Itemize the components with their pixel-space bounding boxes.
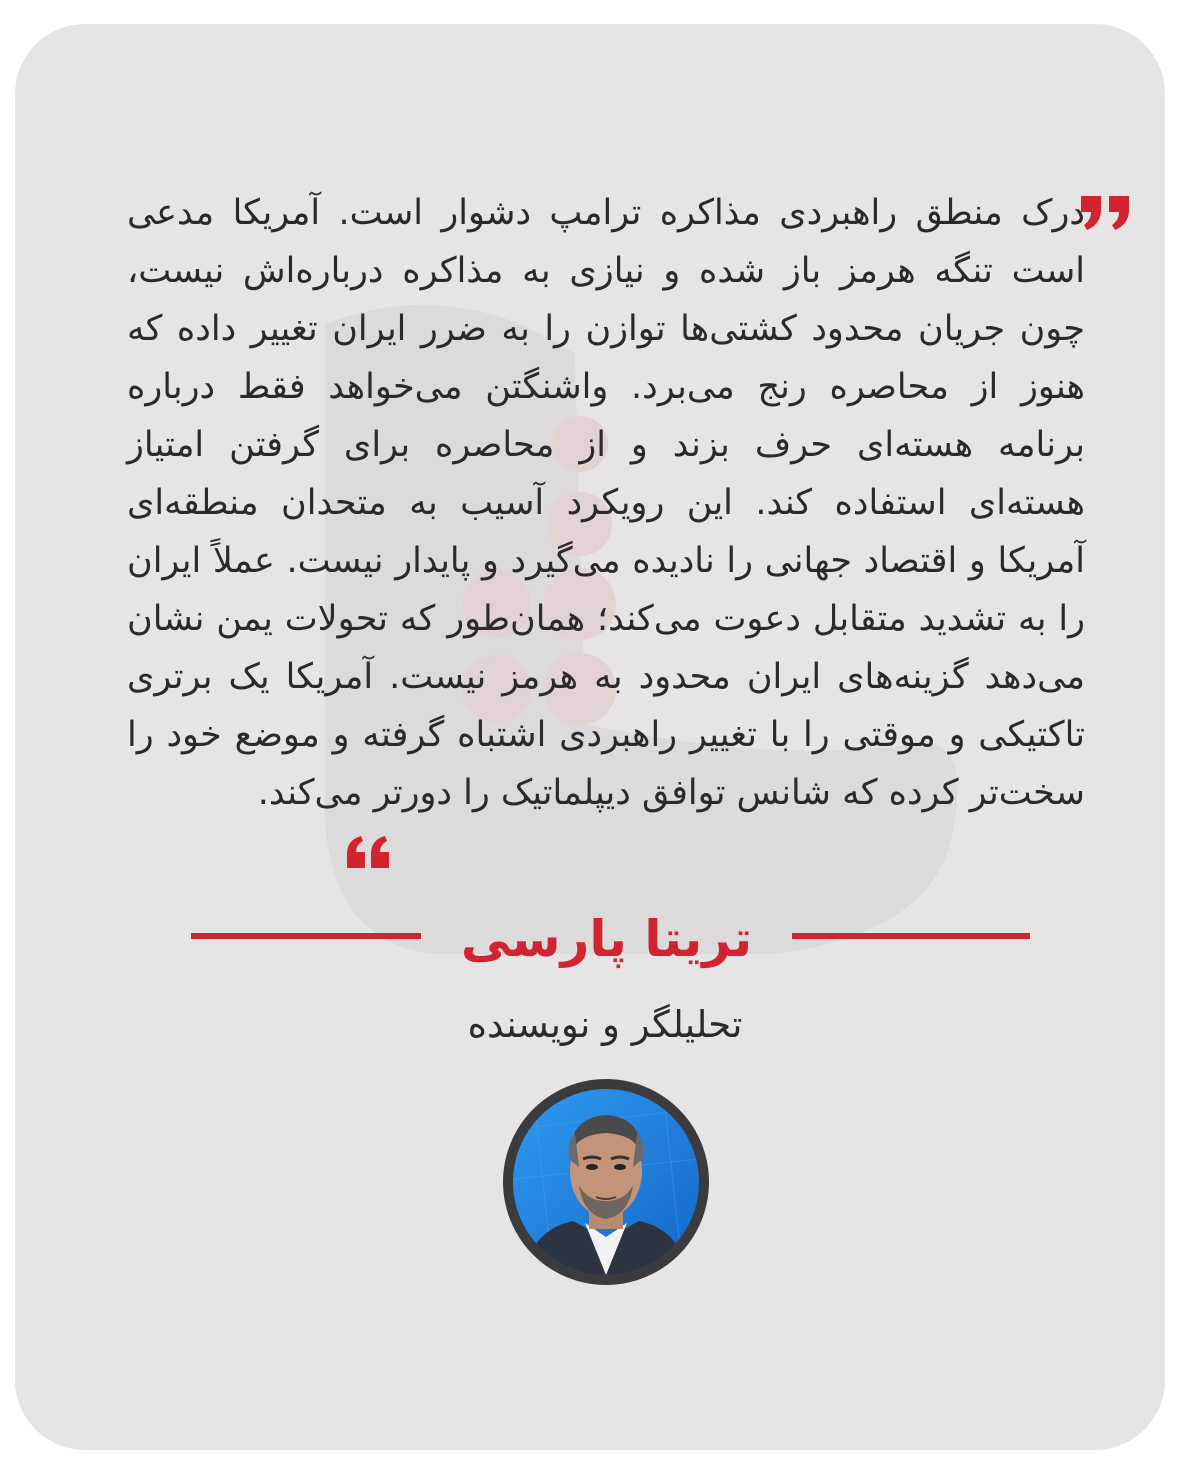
avatar	[503, 1079, 709, 1285]
author-role: تحلیلگر و نویسنده	[467, 1003, 743, 1046]
quote-close-icon	[345, 836, 391, 868]
quote-card	[15, 24, 1165, 1450]
avatar-portrait	[513, 1089, 699, 1275]
quote-open-icon	[1079, 196, 1133, 230]
author-name: تریتا پارسی	[460, 910, 753, 968]
divider-right	[792, 933, 1030, 939]
divider-left	[191, 933, 421, 939]
quote-text: درک منطق راهبردی مذاکره ترامپ دشوار است. آمریکا مدعی است تنگه هرمز باز شده و نیازی به مذاکره درباره‌اش نیست، چون جریان محدود کشتی‌ها توازن را به ضرر ایران تغییر داده که هنوز از محاصره رنج می‌برد. واشنگتن می‌خواهد فقط درباره برنامه هسته‌ای حرف بزند و از محاصره برای گرفتن امتیاز هسته‌ای استفاده کند. این رویکرد آسیب به متحدان منطقه‌ای آمریکا و اقتصاد جهانی را نادیده می‌گیرد و پایدار نیست. عملاً ایران را به تشدید متقابل دعوت می‌کند؛ همان‌طور که تحولات یمن نشان می‌دهد گزینه‌های ایران محدود به هرمز نیست. آمریکا یک برتری تاکتیکی و موقتی را با تغییر راهبردی اشتباه گرفته و موضع خود را سخت‌تر کرده که شانس توافق دیپلماتیک را دورتر می‌کند.	[127, 193, 1085, 813]
